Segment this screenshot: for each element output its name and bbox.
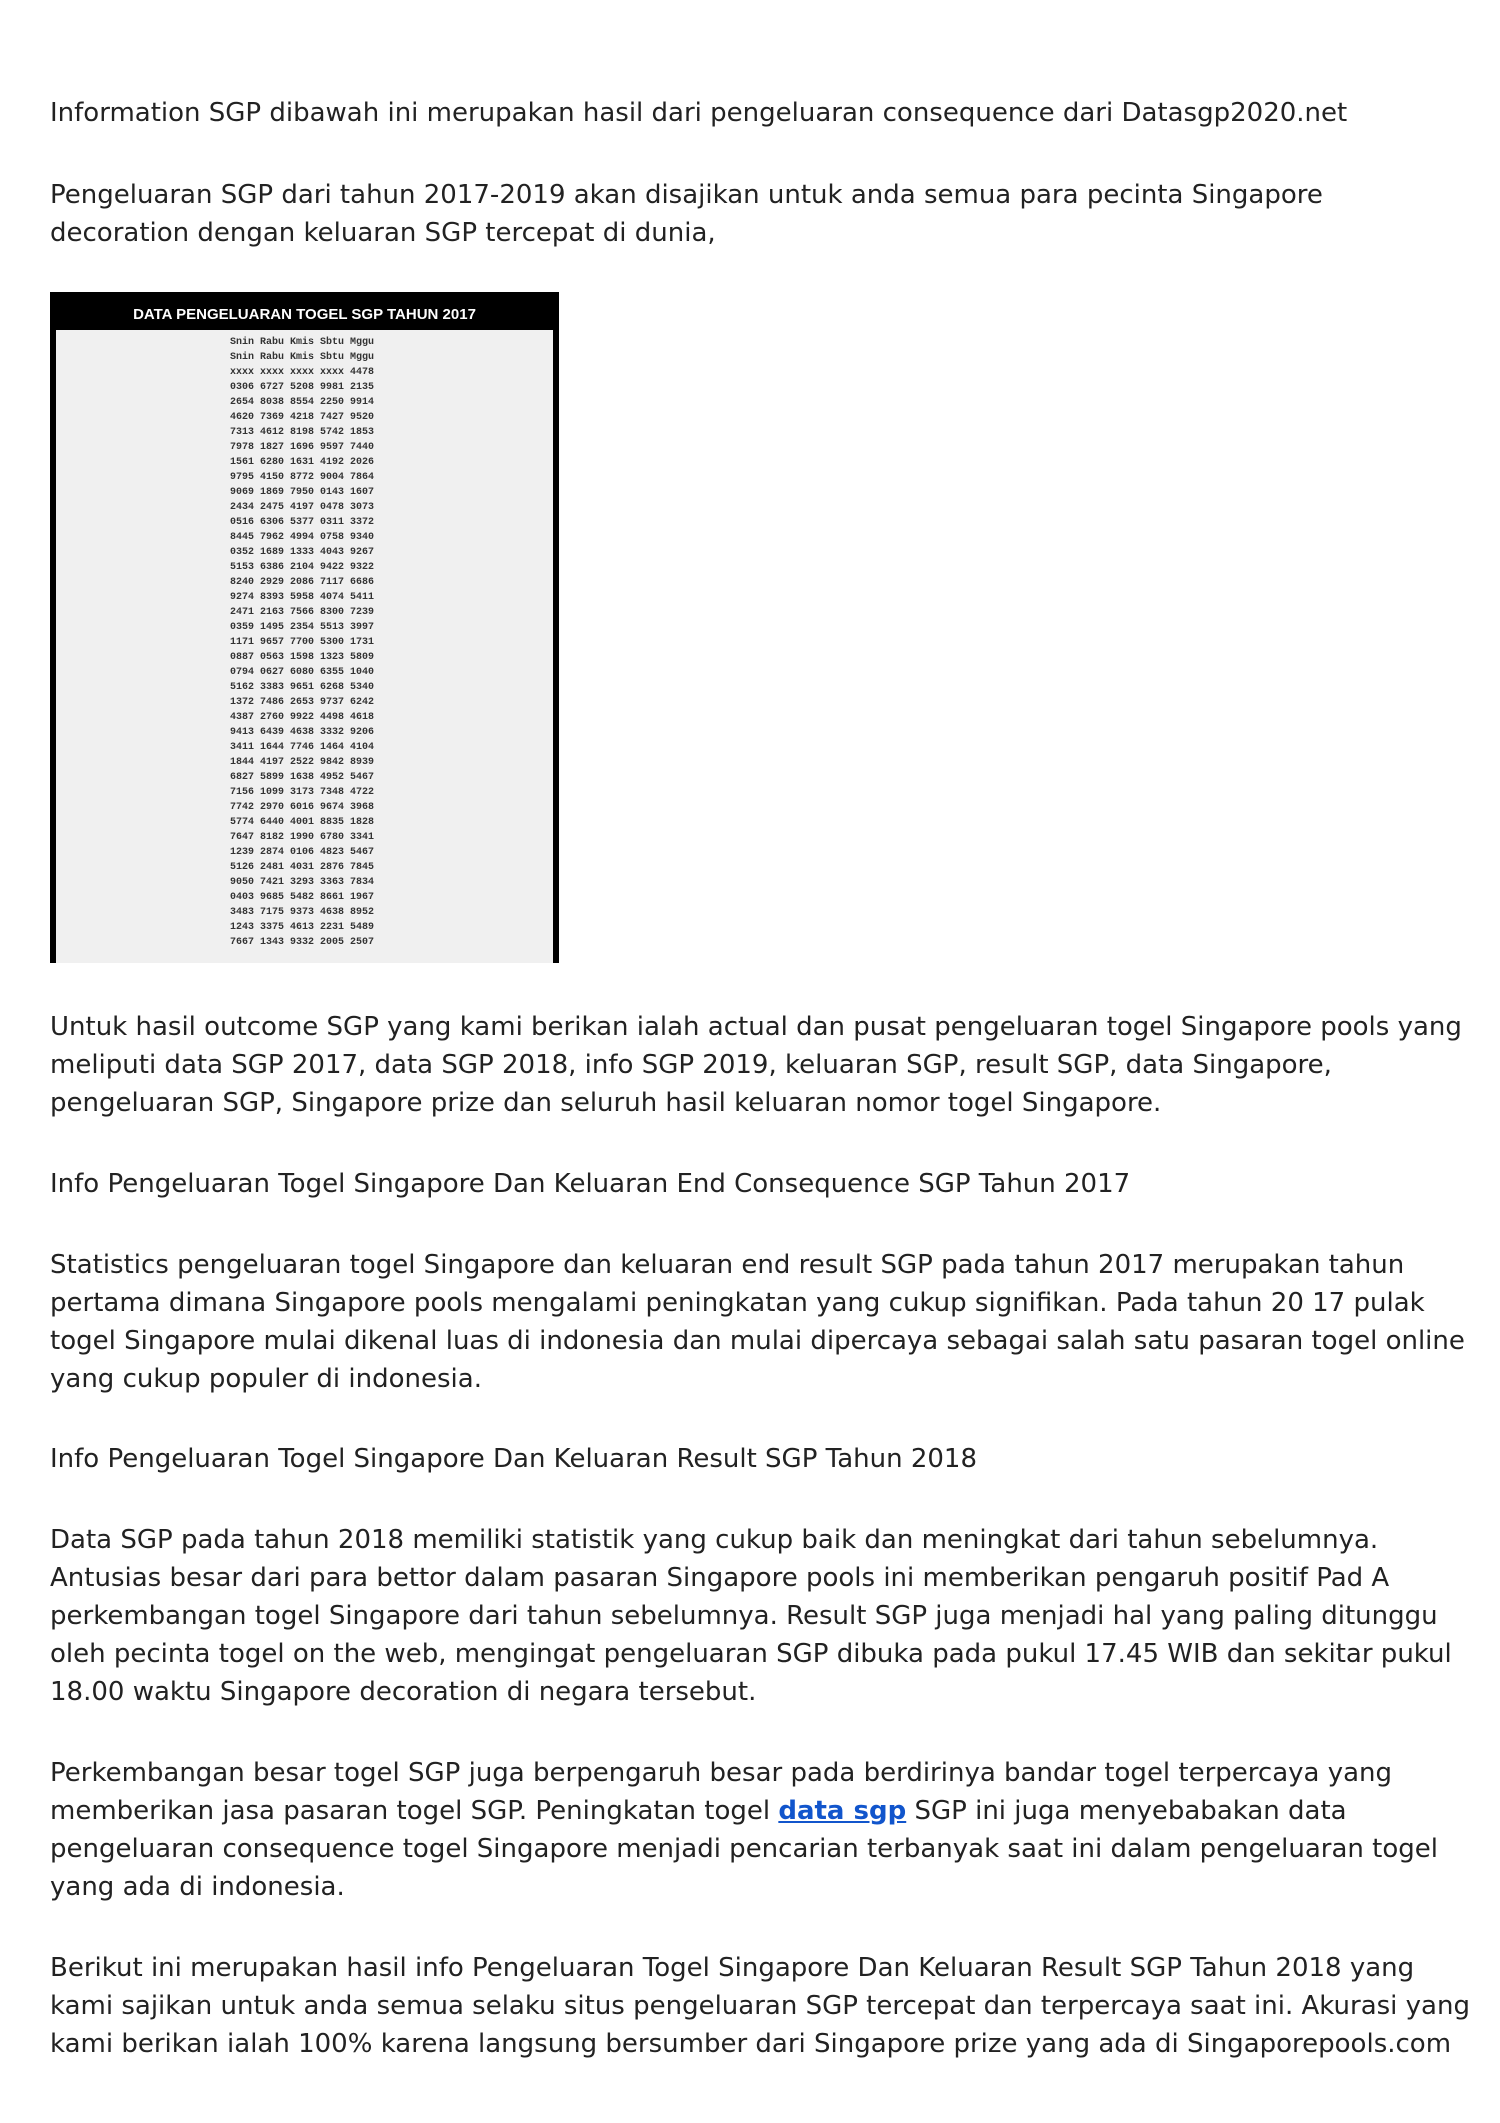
table-row: 7156 1099 3173 7348 4722 <box>230 787 375 798</box>
intro-paragraph: Information SGP dibawah ini merupakan hasil dari pengeluaran consequence dari Datasgp2020.net <box>50 98 1348 128</box>
paragraph: Berikut ini merupakan hasil info Pengeluaran Togel Singapore Dan Keluaran Result SGP Tahun 2018 yang kami sajikan untuk anda semua selaku situs pengeluaran SGP tercepat dan terpercaya saat ini. Akurasi yang kami berikan ialah 100% karena langsung bersumber dari Singapore prize yang ada di Singaporepools.com <box>50 1953 1470 2059</box>
table-row: 1561 6280 1631 4192 2026 <box>230 457 375 468</box>
table-row: 1243 3375 4613 2231 5489 <box>230 922 375 933</box>
data-sgp-link[interactable]: data sgp <box>778 1796 907 1826</box>
table-row: 9795 4150 8772 9004 7864 <box>230 472 375 483</box>
paragraph <box>50 1754 1470 1906</box>
table-row: 2471 2163 7566 8300 7239 <box>230 607 375 618</box>
table-row: 9069 1869 7950 0143 1607 <box>230 487 375 498</box>
table-row: 1372 7486 2653 9737 6242 <box>230 697 375 708</box>
section-heading-2017: Info Pengeluaran Togel Singapore Dan Keluaran End Consequence SGP Tahun 2017 <box>50 1169 1131 1199</box>
table-row: 7647 8182 1990 6780 3341 <box>230 832 375 843</box>
table-row: 3483 7175 9373 4638 8952 <box>230 907 375 918</box>
text: SGP ini juga menyebabakan data pengeluaran consequence togel Singapore menjadi pencarian terbanyak saat ini dalam pengeluaran togel yang ada di indonesia. <box>50 1796 1438 1902</box>
table-row: 0516 6306 5377 0311 3372 <box>230 517 375 528</box>
table-row: 2654 8038 8554 2250 9914 <box>230 397 375 408</box>
table-row: 5153 6386 2104 9422 9322 <box>230 562 375 573</box>
text: Perkembangan besar togel SGP juga berpengaruh besar pada berdirinya bandar togel terpercaya yang memberikan jasa pasaran togel SGP. Peningkatan togel <box>50 1758 1393 1826</box>
table-row: 0306 6727 5208 9981 2135 <box>230 382 375 393</box>
paragraph: Pengeluaran SGP dari tahun 2017-2019 akan disajikan untuk anda semua para pecinta Singapore decoration dengan keluaran SGP tercepat di dunia, <box>50 180 1323 248</box>
table-row: 1239 2874 0106 4823 5467 <box>230 847 375 858</box>
table-row: xxxx xxxx xxxx xxxx 4478 <box>230 367 375 378</box>
paragraph: Statistics pengeluaran togel Singapore dan keluaran end result SGP pada tahun 2017 merupakan tahun pertama dimana Singapore pools mengalami peningkatan yang cukup signifikan. Pada tahun 20 17 pulak togel Singapore mulai dikenal luas di indonesia dan mulai dipercaya sebagai salah satu pasaran togel online yang cukup populer di indonesia. <box>50 1250 1465 1394</box>
table-row: 7742 2970 6016 9674 3968 <box>230 802 375 813</box>
table-row: 8240 2929 2086 7117 6686 <box>230 577 375 588</box>
table-row: 0359 1495 2354 5513 3997 <box>230 622 375 633</box>
table-row: 0887 0563 1598 1323 5809 <box>230 652 375 663</box>
paragraph: Data SGP pada tahun 2018 memiliki statistik yang cukup baik dan meningkat dari tahun sebelumnya. Antusias besar dari para bettor dalam pasaran Singapore pools ini memberikan pengaruh positif Pad A perkembangan togel Singapore dari tahun sebelumnya. Result SGP juga menjadi hal yang paling ditunggu oleh pecinta togel on the web, mengingat pengeluaran SGP dibuka pada pukul 17.45 WIB dan sekitar pukul 18.00 waktu Singapore decoration di negara tersebut. <box>50 1525 1452 1707</box>
table-row: 0403 9685 5482 8661 1967 <box>230 892 375 903</box>
table-row: 3411 1644 7746 1464 4104 <box>230 742 375 753</box>
section-heading-2018: Info Pengeluaran Togel Singapore Dan Keluaran Result SGP Tahun 2018 <box>50 1444 978 1474</box>
table-row: 6827 5899 1638 4952 5467 <box>230 772 375 783</box>
sgp-2017-results-image <box>50 292 559 963</box>
table-body <box>56 330 553 963</box>
table-row: 5126 2481 4031 2876 7845 <box>230 862 375 873</box>
table-row: 1171 9657 7700 5300 1731 <box>230 637 375 648</box>
results-rows <box>230 335 374 950</box>
table-title: DATA PENGELUARAN TOGEL SGP TAHUN 2017 <box>133 306 476 323</box>
table-row: 5162 3383 9651 6268 5340 <box>230 682 375 693</box>
table-row: 5774 6440 4001 8835 1828 <box>230 817 375 828</box>
table-row: 4620 7369 4218 7427 9520 <box>230 412 375 423</box>
table-row: 9050 7421 3293 3363 7834 <box>230 877 375 888</box>
table-row: 0794 0627 6080 6355 1040 <box>230 667 375 678</box>
table-row: Snin Rabu Kmis Sbtu Mggu <box>230 352 375 363</box>
table-row: 7978 1827 1696 9597 7440 <box>230 442 375 453</box>
table-row: Snin Rabu Kmis Sbtu Mggu <box>230 337 375 348</box>
table-row: 0352 1689 1333 4043 9267 <box>230 547 375 558</box>
table-row: 7313 4612 8198 5742 1853 <box>230 427 375 438</box>
paragraph: Untuk hasil outcome SGP yang kami berikan ialah actual dan pusat pengeluaran togel Singapore pools yang meliputi data SGP 2017, data SGP 2018, info SGP 2019, keluaran SGP, result SGP, data Singapore, pengeluaran SGP, Singapore prize dan seluruh hasil keluaran nomor togel Singapore. <box>50 1012 1462 1118</box>
table-row: 9274 8393 5958 4074 5411 <box>230 592 375 603</box>
table-row: 4387 2760 9922 4498 4618 <box>230 712 375 723</box>
table-row: 2434 2475 4197 0478 3073 <box>230 502 375 513</box>
table-row: 9413 6439 4638 3332 9206 <box>230 727 375 738</box>
table-row: 1844 4197 2522 9842 8939 <box>230 757 375 768</box>
table-row: 8445 7962 4994 0758 9340 <box>230 532 375 543</box>
table-row: 7667 1343 9332 2005 2507 <box>230 937 375 948</box>
